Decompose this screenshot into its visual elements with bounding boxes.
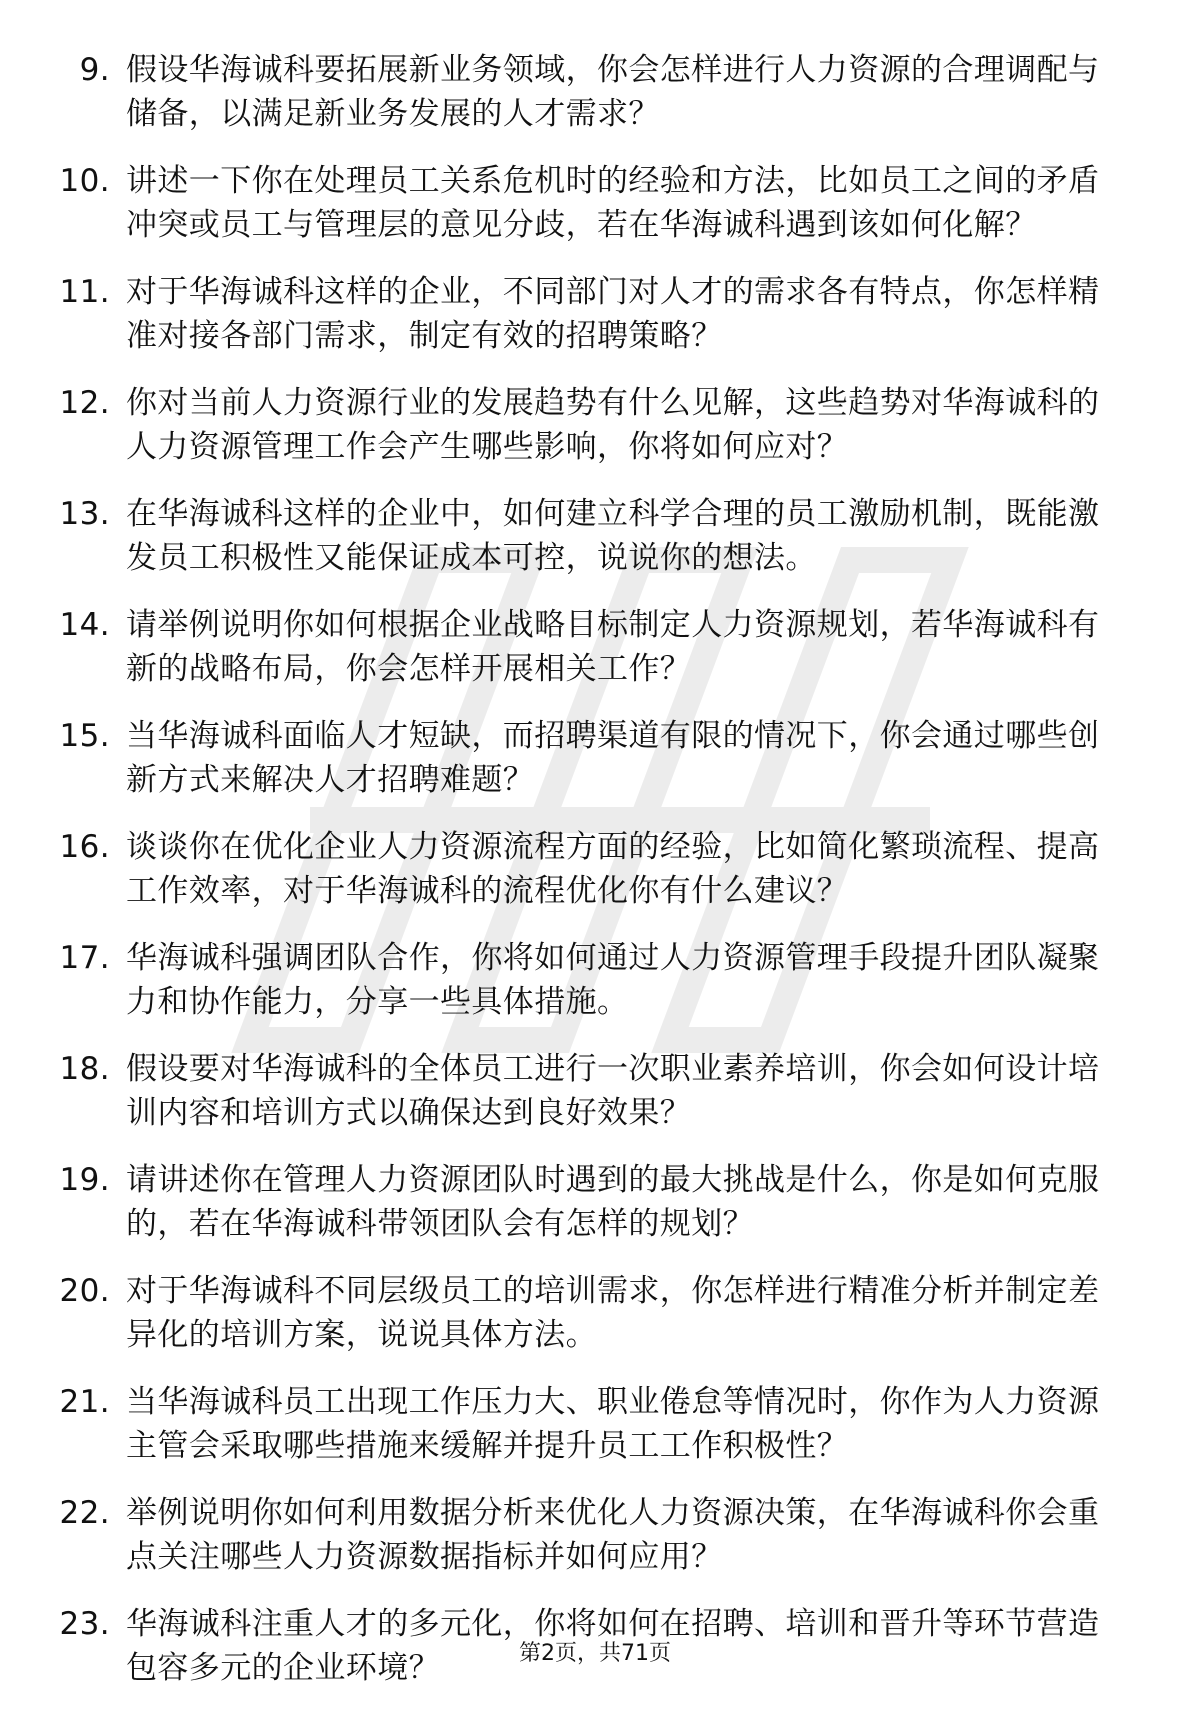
list-item (0, 714, 1190, 802)
question-number: 23. (59, 1606, 110, 1642)
question-number: 13. (59, 496, 110, 532)
question-number: 20. (59, 1273, 110, 1309)
question-number: 12. (59, 385, 110, 421)
list-item (0, 492, 1190, 580)
question-text: 谈谈你在优化企业人力资源流程方面的经验，比如简化繁琐流程、提高工作效率，对于华海诚科的流程优化你有什么建议？ (126, 829, 1100, 909)
question-number: 21. (59, 1384, 110, 1420)
question-text: 当华海诚科员工出现工作压力大、职业倦怠等情况时，你作为人力资源主管会采取哪些措施来缓解并提升员工工作积极性？ (126, 1384, 1100, 1464)
list-item (0, 1158, 1190, 1246)
question-number: 14. (59, 607, 110, 643)
list-item (0, 159, 1190, 247)
question-text: 请举例说明你如何根据企业战略目标制定人力资源规划，若华海诚科有新的战略布局，你会怎样开展相关工作？ (126, 607, 1100, 687)
question-number: 22. (59, 1495, 110, 1531)
list-item (0, 1491, 1190, 1579)
question-number: 17. (59, 940, 110, 976)
question-text: 对于华海诚科这样的企业，不同部门对人才的需求各有特点，你怎样精准对接各部门需求，制定有效的招聘策略？ (126, 274, 1100, 354)
list-item (0, 1047, 1190, 1135)
question-text: 你对当前人力资源行业的发展趋势有什么见解，这些趋势对华海诚科的人力资源管理工作会产生哪些影响，你将如何应对？ (126, 385, 1100, 465)
list-item (0, 936, 1190, 1024)
question-text: 假设要对华海诚科的全体员工进行一次职业素养培训，你会如何设计培训内容和培训方式以确保达到良好效果？ (126, 1051, 1100, 1131)
question-number: 10. (59, 163, 110, 199)
question-number: 9. (79, 52, 110, 88)
question-number: 18. (59, 1051, 110, 1087)
list-item (0, 381, 1190, 469)
list-item (0, 48, 1190, 136)
list-item (0, 270, 1190, 358)
question-text: 对于华海诚科不同层级员工的培训需求，你怎样进行精准分析并制定差异化的培训方案，说说具体方法。 (126, 1273, 1100, 1353)
question-text: 讲述一下你在处理员工关系危机时的经验和方法，比如员工之间的矛盾冲突或员工与管理层的意见分歧，若在华海诚科遇到该如何化解？ (126, 163, 1100, 243)
question-text: 在华海诚科这样的企业中，如何建立科学合理的员工激励机制，既能激发员工积极性又能保证成本可控，说说你的想法。 (126, 496, 1100, 576)
question-text: 当华海诚科面临人才短缺，而招聘渠道有限的情况下，你会通过哪些创新方式来解决人才招聘难题？ (126, 718, 1100, 798)
question-number: 15. (59, 718, 110, 754)
question-text: 华海诚科注重人才的多元化，你将如何在招聘、培训和晋升等环节营造包容多元的企业环境？ (126, 1606, 1100, 1686)
question-number: 16. (59, 829, 110, 865)
list-item (0, 603, 1190, 691)
question-text: 假设华海诚科要拓展新业务领域，你会怎样进行人力资源的合理调配与储备，以满足新业务发展的人才需求？ (126, 52, 1100, 132)
list-item (0, 1269, 1190, 1357)
question-list (0, 48, 1190, 1713)
page-number-footer: 第2页，共71页 (519, 1641, 671, 1666)
question-text: 请讲述你在管理人力资源团队时遇到的最大挑战是什么，你是如何克服的，若在华海诚科带领团队会有怎样的规划？ (126, 1162, 1100, 1242)
list-item (0, 825, 1190, 913)
question-number: 11. (59, 274, 110, 310)
question-number: 19. (59, 1162, 110, 1198)
question-text: 举例说明你如何利用数据分析来优化人力资源决策，在华海诚科你会重点关注哪些人力资源数据指标并如何应用？ (126, 1495, 1100, 1575)
question-text: 华海诚科强调团队合作，你将如何通过人力资源管理手段提升团队凝聚力和协作能力，分享一些具体措施。 (126, 940, 1100, 1020)
list-item (0, 1380, 1190, 1468)
